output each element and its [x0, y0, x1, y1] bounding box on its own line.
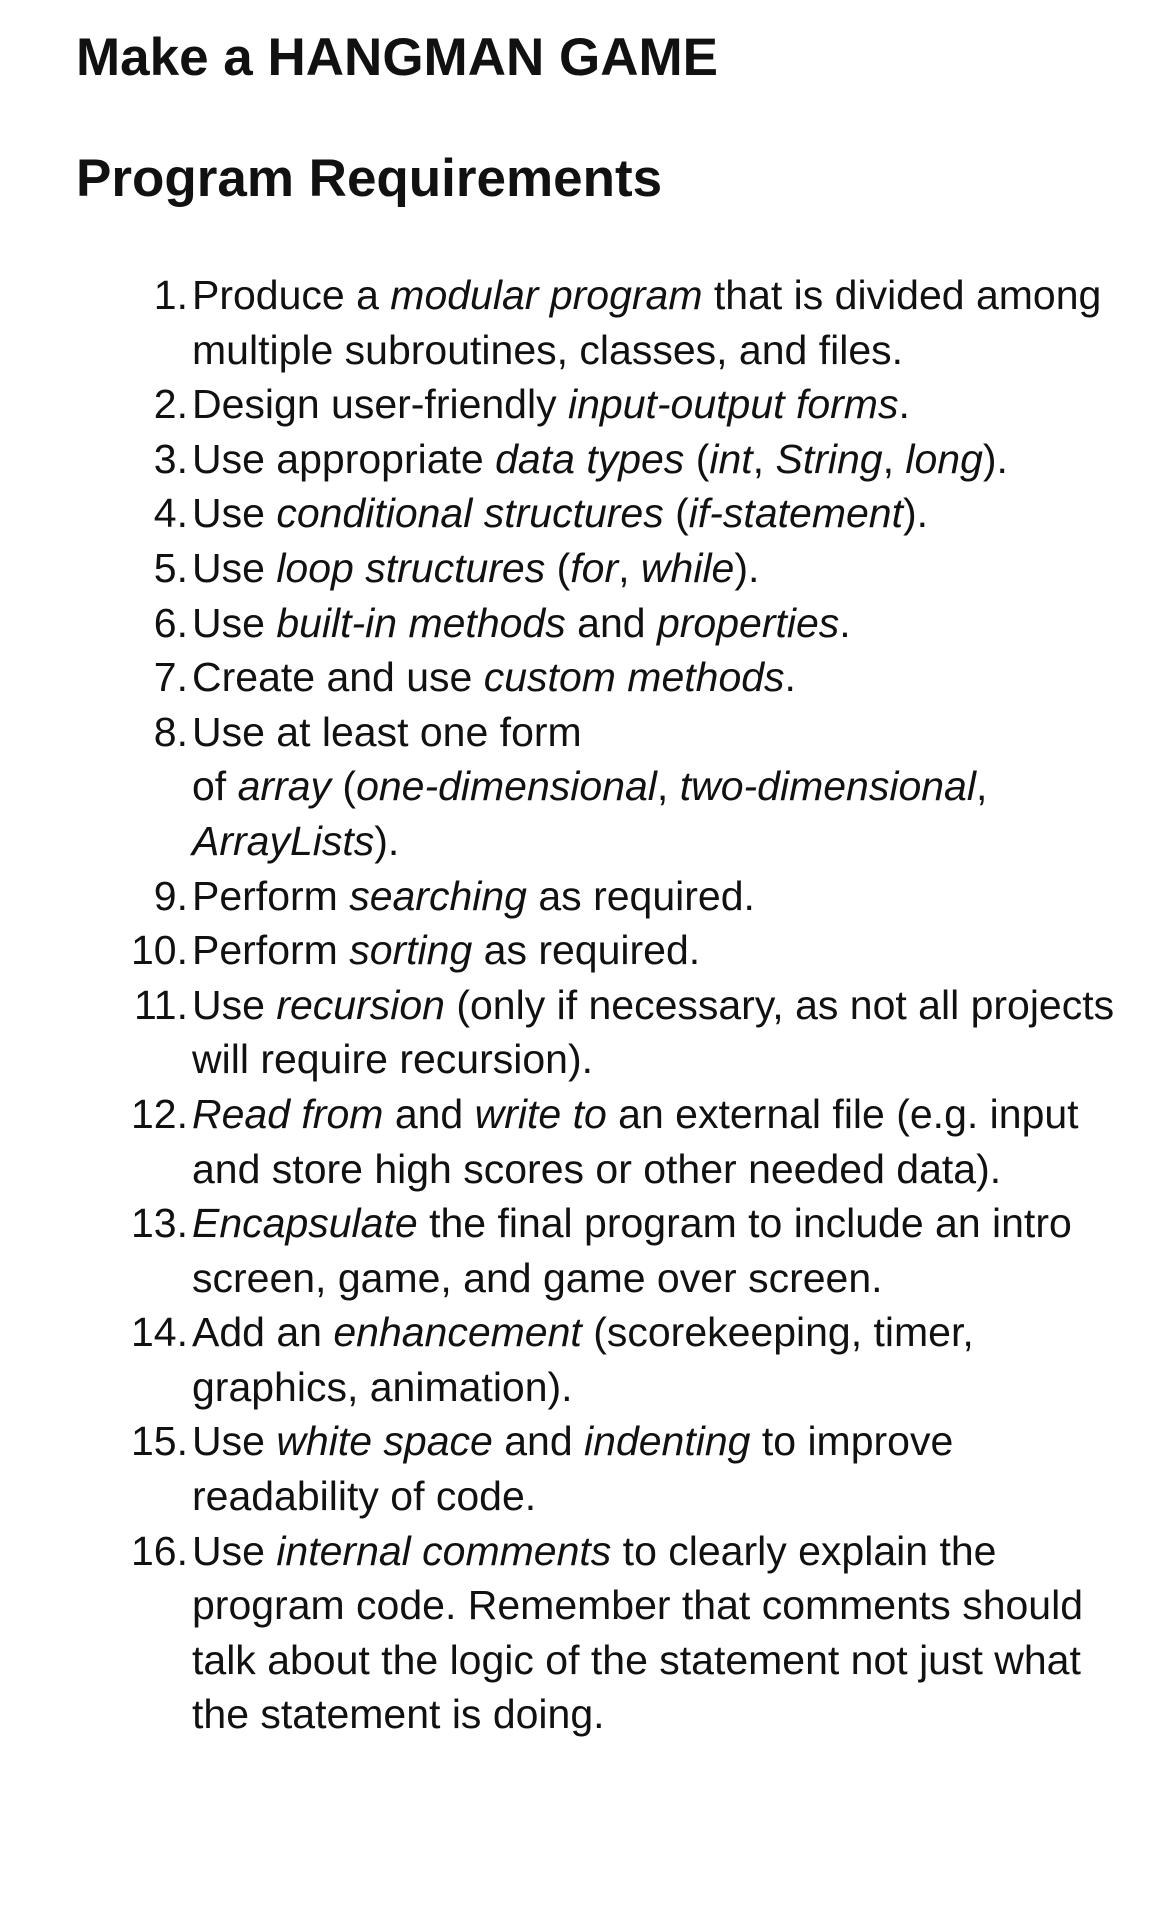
text-segment: Perform: [192, 872, 350, 919]
text-segment: ).: [902, 490, 929, 537]
text-segment: Use: [192, 1418, 277, 1465]
text-segment: Create and use: [192, 654, 484, 701]
text-segment: Add an: [192, 1309, 334, 1356]
requirement-text: [192, 654, 796, 700]
emphasis-text: properties: [656, 599, 840, 646]
emphasis-text: sorting: [349, 927, 473, 974]
requirement-text: [192, 381, 910, 427]
requirement-item: [0, 650, 1170, 705]
emphasis-text: long: [905, 435, 983, 482]
requirement-number: 8.: [153, 708, 188, 755]
emphasis-text: Read from: [192, 1090, 384, 1137]
requirement-item: [0, 1524, 1170, 1742]
text-segment: (only if necessary, as not all projects will require recursion).: [192, 981, 1115, 1083]
text-segment: and: [565, 599, 657, 646]
emphasis-text: for: [570, 544, 619, 591]
text-segment: Use appropriate: [192, 435, 496, 482]
requirement-text: [192, 600, 851, 646]
emphasis-text: ArrayLists: [192, 817, 375, 864]
emphasis-text: if-statement: [688, 490, 903, 537]
emphasis-text: indenting: [584, 1418, 751, 1465]
text-segment: to improve readability of code.: [192, 1418, 954, 1520]
emphasis-text: int: [709, 435, 753, 482]
text-segment: ).: [982, 435, 1008, 482]
requirement-number: 13.: [131, 1200, 188, 1247]
text-segment: Use: [192, 1527, 277, 1574]
emphasis-text: built-in methods: [276, 599, 566, 646]
emphasis-text: modular program: [390, 272, 703, 318]
text-segment: .: [839, 599, 851, 646]
text-segment: ,: [882, 435, 906, 482]
text-segment: (scorekeeping, timer, graphics, animation).: [192, 1309, 974, 1410]
emphasis-text: data types: [495, 435, 685, 482]
text-segment: Design user-friendly: [192, 381, 568, 428]
requirement-item: [0, 268, 1170, 377]
text-segment: Perform: [192, 927, 350, 974]
requirement-number: 9.: [153, 872, 188, 919]
requirement-number: 3.: [153, 435, 188, 482]
requirement-item: [0, 1305, 1170, 1414]
requirement-number: 11.: [134, 981, 188, 1028]
requirement-item: [0, 486, 1170, 541]
requirement-item: [0, 869, 1170, 924]
emphasis-text: while: [640, 544, 735, 591]
text-segment: that is divided among multiple subroutines, classes, and files.: [192, 272, 1102, 373]
text-segment: Use: [192, 544, 277, 591]
requirement-text: [192, 272, 1101, 373]
text-segment: ,: [656, 763, 680, 810]
requirement-text: [192, 1528, 1083, 1738]
text-segment: Use: [192, 981, 277, 1028]
text-segment: Produce a: [192, 272, 391, 318]
requirement-text: [192, 545, 759, 591]
requirement-item: [0, 432, 1170, 487]
text-segment: ).: [734, 544, 760, 591]
requirement-item: [0, 1414, 1170, 1523]
requirement-text: [192, 1200, 1072, 1301]
text-segment: Use: [192, 490, 277, 537]
requirement-text: [192, 873, 755, 919]
requirement-item: [0, 541, 1170, 596]
requirement-number: 15.: [131, 1418, 188, 1465]
text-segment: as required.: [472, 927, 701, 974]
text-segment: to clearly explain the program code. Remember that comments should talk about the logic of the statement not just what the statement is doing.: [192, 1527, 1084, 1738]
requirement-number: 1.: [153, 272, 188, 318]
text-segment: (: [331, 763, 357, 810]
emphasis-text: recursion: [276, 981, 445, 1028]
text-segment: of: [192, 763, 238, 810]
emphasis-text: internal comments: [276, 1527, 612, 1574]
requirement-number: 5.: [153, 544, 188, 591]
requirement-text: [192, 927, 700, 973]
emphasis-text: enhancement: [333, 1309, 582, 1356]
requirement-item: [0, 1196, 1170, 1305]
text-segment: (: [684, 435, 710, 482]
requirement-item: [0, 1087, 1170, 1196]
requirement-text: [192, 1309, 974, 1410]
text-segment: Use: [192, 599, 277, 646]
section-heading: Program Requirements: [76, 149, 663, 208]
text-segment: .: [898, 381, 910, 428]
text-segment: and: [492, 1418, 585, 1465]
requirement-number: 12.: [131, 1090, 188, 1137]
requirement-text: [192, 436, 1008, 482]
text-segment: an external file (e.g. input and store high scores or other needed data).: [192, 1090, 1079, 1192]
emphasis-text: input-output forms: [568, 381, 899, 428]
text-segment: ).: [374, 817, 400, 864]
text-segment: ,: [618, 544, 641, 591]
requirement-number: 6.: [153, 599, 188, 646]
text-segment: ,: [752, 435, 776, 482]
requirement-number: 14.: [131, 1309, 188, 1356]
emphasis-text: one-dimensional: [356, 763, 657, 810]
text-segment: and: [383, 1090, 475, 1137]
emphasis-text: white space: [276, 1418, 493, 1465]
requirement-item: [0, 705, 1170, 869]
requirements-list: [0, 268, 1170, 1742]
text-segment: (: [663, 490, 689, 537]
text-segment: as required.: [526, 872, 755, 919]
emphasis-text: custom methods: [483, 654, 785, 701]
requirement-text: [192, 982, 1114, 1083]
emphasis-text: two-dimensional: [679, 763, 976, 810]
requirement-number: 4.: [153, 490, 188, 537]
requirement-item: [0, 978, 1170, 1087]
emphasis-text: String: [775, 435, 883, 482]
document-title: Make a HANGMAN GAME: [76, 28, 718, 87]
requirement-text: [192, 709, 987, 864]
requirement-text: [192, 1418, 953, 1519]
requirement-number: 16.: [131, 1527, 188, 1574]
requirement-number: 7.: [153, 654, 188, 701]
requirement-number: 2.: [153, 381, 188, 428]
text-segment: Use at least one form: [192, 708, 582, 755]
text-segment: (: [545, 544, 571, 591]
requirement-item: [0, 377, 1170, 432]
emphasis-text: array: [237, 763, 332, 810]
emphasis-text: loop structures: [276, 544, 546, 591]
emphasis-text: searching: [349, 872, 527, 919]
emphasis-text: conditional structures: [276, 490, 664, 537]
text-segment: ,: [975, 763, 988, 810]
requirement-text: [192, 1091, 1079, 1192]
requirement-item: [0, 923, 1170, 978]
text-segment: .: [784, 654, 796, 701]
emphasis-text: Encapsulate: [192, 1200, 418, 1247]
requirement-item: [0, 596, 1170, 651]
requirement-text: [192, 490, 928, 536]
text-segment: the final program to include an intro screen, game, and game over screen.: [192, 1200, 1072, 1301]
emphasis-text: write to: [474, 1090, 607, 1137]
requirement-number: 10.: [131, 927, 188, 974]
